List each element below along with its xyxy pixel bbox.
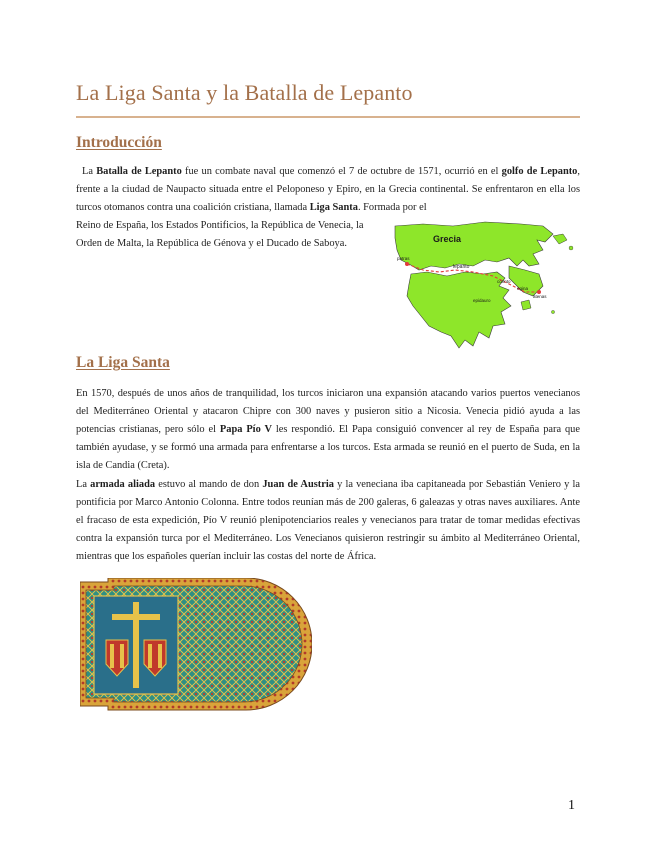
intro-text-c: fue un combate naval que comenzó el 7 de octubre de 1571, ocurrió en el <box>181 166 502 177</box>
map-islet-2 <box>551 310 554 313</box>
tapestry-shield-stripe-4 <box>158 644 162 668</box>
tapestry-shield-stripe-3 <box>148 644 152 668</box>
map-label-grecia: Grecia <box>433 234 462 244</box>
intro-text-g: . Formada por el <box>357 202 427 213</box>
liga-p1-text-a: En 1570, después de unos años de tranquilidad, los turcos iniciaron una expansión atacando varios puertos venecianos del Mediterráneo Oriental y atacaron Chipre con 300 naves y pusieron sitio a Nicosia. Venecia pidió ayuda a las potencias cristianas, pero sólo el <box>76 388 580 435</box>
intro-bold-batalla: Batalla de Lepanto <box>96 166 182 177</box>
tapestry-image <box>80 578 312 712</box>
intro-bold-liga: Liga Santa <box>309 202 358 213</box>
liga-paragraph-2 <box>76 476 580 566</box>
liga-p2-bold-armada: armada aliada <box>90 479 156 490</box>
greece-map <box>393 220 583 350</box>
map-island-2 <box>521 300 531 310</box>
liga-p1-text-c: les respondió. El Papa consiguió convencer al rey de España para que también ayudase, y se formó una armada para enfrentarse a los turcos. Esta armada se reunió en el puerto de Suda, en la isla de Candia (Creta). <box>76 424 580 471</box>
map-label-lepanto: lepanto <box>453 264 470 270</box>
intro-line-5: Orden de Malta, la República de Génova y el Ducado de Saboya. <box>76 238 347 249</box>
liga-heading: La Liga Santa <box>76 354 170 371</box>
tapestry-cross-horizontal <box>112 614 160 620</box>
page-number: 1 <box>568 798 575 813</box>
map-label-egina: egina <box>517 286 529 291</box>
liga-p1-bold-papa: Papa Pío V <box>219 424 272 435</box>
liga-p2-text-a: La <box>76 479 91 490</box>
liga-p2-text-e: y la veneciana iba capitaneada por Sebastián Veniero y la pontificia por Marco Antonio Colonna. Entre todos reunían más de 200 galeras, 6 galeazas y otras naves auxiliares. Ante el fracaso de esta expedición, Pío V reunió plenipotenciarios reales y venecianos para tratar de tomar medidas efectivas contra la expansión turca por el Mediterráneo. Los Venecianos quisieron restringir su ámbito al Mediterráneo Oriental, mientras que los españoles querían incluir las costas del norte de África. <box>76 479 580 562</box>
tapestry-shield-stripe-2 <box>120 644 124 668</box>
liga-p2-bold-juan: Juan de Austria <box>262 479 334 490</box>
map-label-epidauro: epidauro <box>473 298 491 303</box>
intro-text-a: La <box>82 166 97 177</box>
intro-bold-golfo: golfo de Lepanto <box>501 166 578 177</box>
intro-paragraph <box>76 163 580 217</box>
intro-text-e: , frente a la ciudad de Naupacto situada entre el Peloponeso y Epiro, en la Grecia continental. Se enfrentaron en ella los turcos otomanos contra una coalición cristiana, llamada <box>76 166 580 213</box>
intro-heading: Introducción <box>76 134 162 151</box>
map-route-point-1 <box>405 262 409 266</box>
liga-p2-text-c: estuvo al mando de don <box>155 479 263 490</box>
liga-paragraph-1 <box>76 385 580 475</box>
map-label-atenas: atenas <box>533 294 547 299</box>
map-label-patras: patras <box>397 256 410 261</box>
map-land-north <box>395 222 553 270</box>
map-islet-1 <box>569 246 573 250</box>
intro-line-4: Reino de España, los Estados Pontificios, la República de Venecia, la <box>76 220 364 231</box>
document-title: La Liga Santa y la Batalla de Lepanto <box>76 80 413 105</box>
tapestry-shield-stripe-1 <box>110 644 114 668</box>
map-label-corinto: corinto <box>497 279 511 284</box>
title-divider <box>76 116 580 118</box>
